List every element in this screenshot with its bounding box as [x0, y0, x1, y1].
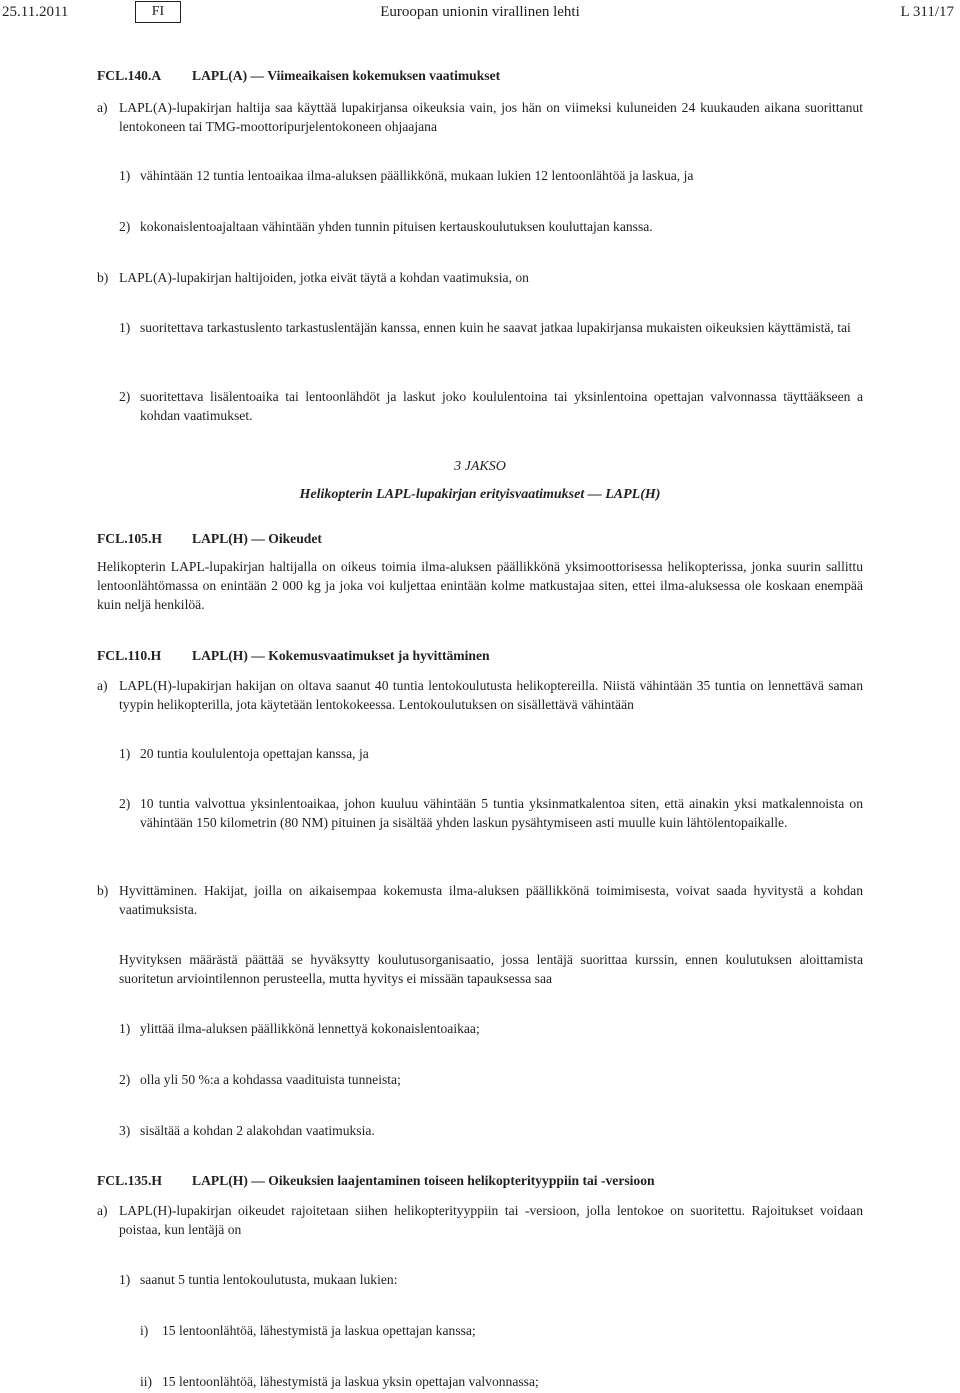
chapter-title: Helikopterin LAPL-lupakirjan erityisvaatimukset — LAPL(H)	[299, 487, 661, 502]
item-text: saanut 5 tuntia lentokoulutusta, mukaan lukien:	[140, 1272, 398, 1287]
list-item	[119, 794, 863, 832]
section-title: LAPL(H) — Oikeudet	[192, 531, 322, 546]
list-item	[119, 166, 863, 185]
item-text: LAPL(H)-lupakirjan oikeudet rajoitetaan siihen helikopterityyppiin tai -versioon, jolla lentokoe on suoritettu. Rajoitukset voidaan poistaa, kun lentäjä on	[119, 1203, 863, 1237]
list-item	[119, 217, 863, 236]
journal-title: Euroopan unionin virallinen lehti	[380, 4, 580, 20]
chapter-number: 3 JAKSO	[454, 459, 506, 474]
item-text: vähintään 12 tuntia lentoaikaa ilma-aluksen päällikkönä, mukaan lukien 12 lentoonlähtöä ja laskua, ja	[140, 168, 694, 183]
list-item	[119, 1270, 863, 1289]
item-text: sisältää a kohdan 2 alakohdan vaatimuksia.	[140, 1123, 375, 1138]
list-item	[119, 1121, 863, 1140]
page-number: L 311/17	[900, 4, 954, 20]
item-label: b)	[97, 883, 109, 898]
item-text: suoritettava tarkastuslento tarkastuslentäjän kanssa, ennen kuin he saavat jatkaa lupakirjansa mukaisten oikeuksien käyttämistä, tai	[140, 320, 851, 335]
item-text: 10 tuntia valvottua yksinlentoaikaa, johon kuuluu vähintään 5 tuntia yksinmatkalentoa siten, että ainakin yksi matkalennoista on vähintään 150 kilometrin (80 NM) pituinen ja sisältää yhden laskun pysähtymiseen asti muulle kuin lähtölentopaikalle.	[140, 796, 863, 830]
list-item	[119, 1019, 863, 1038]
item-label: 1)	[119, 320, 131, 335]
item-text: suoritettava lisälentoaika tai lentoonlähdöt ja laskut joko koululentoina tai yksinlentoina opettajan valvonnassa täyttääkseen a kohdan vaatimukset.	[140, 389, 863, 423]
section-code: FCL.105.H	[97, 531, 162, 546]
section-title: LAPL(H) — Oikeuksien laajentaminen toiseen helikopterityyppiin tai -versioon	[192, 1173, 655, 1188]
page-header	[0, 0, 960, 26]
item-label: 2)	[119, 219, 131, 234]
header-date: 25.11.2011	[2, 4, 69, 20]
list-item	[119, 318, 863, 337]
list-item	[97, 676, 863, 714]
item-label: i)	[140, 1323, 149, 1338]
language-badge: FI	[135, 1, 181, 23]
item-label: 1)	[119, 1021, 131, 1036]
item-text: kokonaislentoajaltaan vähintään yhden tunnin pituisen kertauskoulutuksen kouluttajan kanssa.	[140, 219, 653, 234]
item-text: LAPL(A)-lupakirjan haltijoiden, jotka eivät täytä a kohdan vaatimuksia, on	[119, 270, 529, 285]
list-item	[97, 268, 863, 287]
list-item	[119, 744, 863, 763]
item-text: 15 lentoonlähtöä, lähestymistä ja laskua opettajan kanssa;	[162, 1323, 476, 1338]
item-label: 1)	[119, 1272, 131, 1287]
list-item	[140, 1372, 863, 1391]
item-text: 15 lentoonlähtöä, lähestymistä ja laskua yksin opettajan valvonnassa;	[162, 1374, 539, 1389]
item-text: LAPL(H)-lupakirjan hakijan on oltava saanut 40 tuntia lentokoulutusta helikoptereilla. Niistä vähintään 35 tuntia on lennettävä saman tyypin helikopterilla, jota käytetään lentokokeessa. Lentokoulutuksen on sisällettävä vähintään	[119, 678, 863, 712]
item-text: ylittää ilma-aluksen päällikkönä lennettyä kokonaislentoaikaa;	[140, 1021, 480, 1036]
section-title: LAPL(A) — Viimeaikaisen kokemuksen vaatimukset	[192, 68, 501, 83]
list-item	[140, 1321, 863, 1340]
section-code: FCL.135.H	[97, 1173, 162, 1188]
item-text: olla yli 50 %:a a kohdassa vaadituista tunneista;	[140, 1072, 401, 1087]
list-item	[97, 881, 863, 919]
item-label: a)	[97, 678, 108, 693]
item-text: Hyvittäminen. Hakijat, joilla on aikaisempaa kokemusta ilma-aluksen päällikkönä toimimisesta, voivat saada hyvitystä a kohdan vaatimuksista.	[119, 883, 863, 917]
item-label: 3)	[119, 1123, 131, 1138]
item-label: a)	[97, 1203, 108, 1218]
list-item	[119, 387, 863, 425]
item-label: a)	[97, 100, 108, 115]
paragraph: Hyvityksen määrästä päättää se hyväksytty koulutusorganisaatio, jossa lentäjä suorittaa kurssin, ennen koulutuksen aloittamista suoritetun arviointilennon perusteella, mutta hyvitys ei missään tapauksessa saa	[119, 952, 863, 986]
item-label: b)	[97, 270, 109, 285]
item-label: 2)	[119, 389, 131, 404]
item-text: LAPL(A)-lupakirjan haltija saa käyttää lupakirjansa oikeuksia vain, jos hän on viimeksi kuluneiden 24 kuukauden aikana suorittanut lentokoneen tai TMG-moottoripurjelentokoneen ohjaajana	[119, 100, 863, 134]
section-code: FCL.110.H	[97, 648, 162, 663]
list-item	[97, 98, 863, 136]
item-label: 1)	[119, 746, 131, 761]
list-item	[119, 1070, 863, 1089]
item-label: 2)	[119, 796, 131, 811]
item-label: 2)	[119, 1072, 131, 1087]
section-title: LAPL(H) — Kokemusvaatimukset ja hyvittäminen	[192, 648, 490, 663]
item-text: 20 tuntia koululentoja opettajan kanssa, ja	[140, 746, 369, 761]
section-code: FCL.140.A	[97, 68, 162, 83]
item-label: ii)	[140, 1374, 153, 1389]
paragraph: Helikopterin LAPL-lupakirjan haltijalla on oikeus toimia ilma-aluksen päällikkönä yksimoottorisessa helikopterissa, jonka suurin sallittu lentoonlähtömassa on enintään 2 000 kg ja joka voi kuljettaa enintään kolme matkustajaa siten, ettei ilma-aluksessa ole koskaan enempää kuin neljä henkilöä.	[97, 559, 863, 612]
list-item	[97, 1201, 863, 1239]
item-label: 1)	[119, 168, 131, 183]
